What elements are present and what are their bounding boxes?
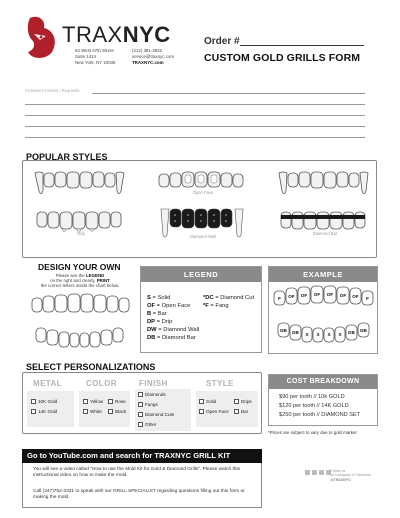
example-panel [268,266,378,354]
example-title: EXAMPLE [269,267,377,282]
legend-item: *DC = Diamond Cut [203,295,255,301]
checkbox-icon[interactable] [199,409,204,414]
style-heading: STYLE [206,379,234,388]
example-label: S [338,332,342,337]
example-label: DB [360,328,367,333]
legend-panel [140,266,262,353]
youtube-para-video: You will see a video called "How to use the Mold Kit for Gold & Diamond Grills". Please watch this instructional video on how to make the mold. [33,467,240,478]
legend-item: DP = Drip [147,319,173,325]
metal-option-14k[interactable]: 14K Gold [31,409,57,414]
design-text: Please see the [55,273,85,278]
style-caption: Open Face [192,190,214,195]
notes-line[interactable] [25,115,365,116]
style-panel [196,391,258,427]
order-number-field[interactable] [240,45,364,46]
style-caption: Diamond Wall [190,234,216,239]
youtube-panel [22,463,262,508]
design-text: the correct letters inside the chart below. [40,283,120,289]
notes-line[interactable] [25,126,365,127]
style-caption: Drip [77,231,85,236]
form-title: CUSTOM GOLD GRILLS FORM [204,52,361,64]
brand-phone: (212) 381-3832 [132,48,163,53]
example-label: F [278,296,281,301]
color-heading: COLOR [86,379,117,388]
example-label: DB [292,330,299,335]
instagram-icon[interactable] [305,470,310,475]
social-line: on Instagram & Facebook [330,473,372,478]
style-option-open-face[interactable]: Open Face [199,409,229,414]
notes-line[interactable] [92,93,365,94]
address-line: Suite 1414 [75,54,96,59]
address-line: 62 West 47th Street [75,48,114,53]
checkbox-icon[interactable] [31,409,36,414]
example-label: S [316,332,320,337]
checkbox-icon[interactable] [31,399,36,404]
legend-item: DW = Diamond Wall [147,327,200,333]
finish-panel [135,389,191,431]
cost-note: *Prices are subject to vary due to gold market [268,430,357,435]
example-label: DB [280,328,287,333]
metal-heading: METAL [33,379,62,388]
checkbox-icon[interactable] [138,422,143,427]
example-label: F [366,296,369,301]
checkbox-icon[interactable] [108,399,113,404]
checkbox-icon[interactable] [138,412,143,417]
checkbox-icon[interactable] [199,399,204,404]
finish-option-other[interactable]: Other [138,422,157,427]
example-label: OF [326,292,334,297]
style-option-drips[interactable]: Drips [234,399,252,404]
example-label: OF [339,293,347,298]
social-line: Follow us [330,469,346,473]
legend-title: LEGEND [141,267,261,282]
style-caption: Diamond Bar [312,231,338,236]
style-option-bar[interactable]: Bar [234,409,248,414]
color-option-rose[interactable]: Rose [108,399,126,404]
cost-panel [268,374,378,426]
brand-address [75,48,135,66]
color-option-black[interactable]: Black [108,409,126,414]
fang-grill-image [275,169,375,197]
youtube-headline: Go to YouTube.com and search for TRAXNYC GRILL KIT [22,449,262,463]
design-title: DESIGN YOUR OWN [38,262,121,272]
checkbox-icon[interactable] [138,402,143,407]
cost-title: COST BREAKDOWN [269,375,377,389]
address-line: New York, NY 10036 [75,60,116,65]
checkbox-icon[interactable] [138,392,143,397]
legend-item: B = Bar [147,311,167,317]
design-chart[interactable] [28,292,132,354]
example-label: OF [313,292,321,297]
style-option-solid[interactable]: Solid [199,399,216,404]
personalize-panel [22,372,262,434]
legend-item: S = Solid [147,295,171,301]
example-label: OF [352,294,359,299]
checkbox-icon[interactable] [83,409,88,414]
trax-logo-icon [24,14,58,60]
personalize-title: SELECT PERSONALIZATIONS [26,362,156,372]
order-label: Order # [204,36,240,47]
example-label: OF [288,294,295,299]
cost-line: $120 per tooth // 14K GOLD [279,403,349,409]
checkbox-icon[interactable] [108,409,113,414]
popular-styles-panel [22,160,377,258]
facebook-icon[interactable] [312,470,317,475]
design-print-word: PRINT [96,278,110,284]
example-label: S [327,332,331,337]
legend-item: DB = Diamond Bar [147,335,196,341]
social-handle[interactable]: @TRAXNYC [330,477,351,482]
brand-email[interactable]: service@traxnyc.com [132,54,175,59]
youtube-para-call: Call (347)752-3331 to speak with our GRILL SPECIALIST regarding questions filling out this form or making the mold. [33,489,245,500]
design-instructions [30,273,130,289]
social-text [330,469,380,482]
design-text: on the right and clearly, [50,278,96,284]
example-label: DB [348,330,355,335]
legend-item: OF = Open Face [147,303,191,309]
finish-heading: FINISH [139,379,168,388]
finish-option-diamonds[interactable]: Diamonds [138,392,166,397]
cost-line: $90 per tooth // 10k GOLD [279,394,345,400]
example-chart [272,285,376,353]
color-panel [79,391,130,427]
brand-website[interactable]: TRAXNYC.com [132,60,164,65]
popular-styles-title: POPULAR STYLES [26,152,108,162]
solid-fang-grill-image [31,169,131,197]
twitter-icon[interactable] [319,470,324,475]
checkbox-icon[interactable] [83,399,88,404]
notes-line[interactable] [25,104,365,105]
checkbox-icon[interactable] [234,399,239,404]
brand-prefix: TRAX [62,22,123,47]
checkbox-icon[interactable] [234,409,239,414]
example-label: OF [300,293,308,298]
brand-contact [132,48,192,66]
notes-label: Customer's Notes / Requests: [25,88,81,93]
finish-option-fangs[interactable]: Fangs [138,402,158,407]
legend-item: *F = Fang [203,303,229,309]
social-icons [305,470,331,475]
notes-line[interactable] [25,137,365,138]
cost-line: $250 per tooth // DIAMOND SET [279,412,361,418]
design-legend-word: LEGEND [86,273,105,278]
brand-suffix: NYC [122,22,171,47]
metal-panel [27,391,74,427]
color-option-white[interactable]: White [83,409,102,414]
metal-option-10k[interactable]: 10K Gold [31,399,57,404]
brand-name [62,22,171,48]
finish-option-diamond-cuts[interactable]: Diamond Cuts [138,412,174,417]
example-label: S [305,332,309,337]
color-option-yellow[interactable]: Yellow [83,399,103,404]
